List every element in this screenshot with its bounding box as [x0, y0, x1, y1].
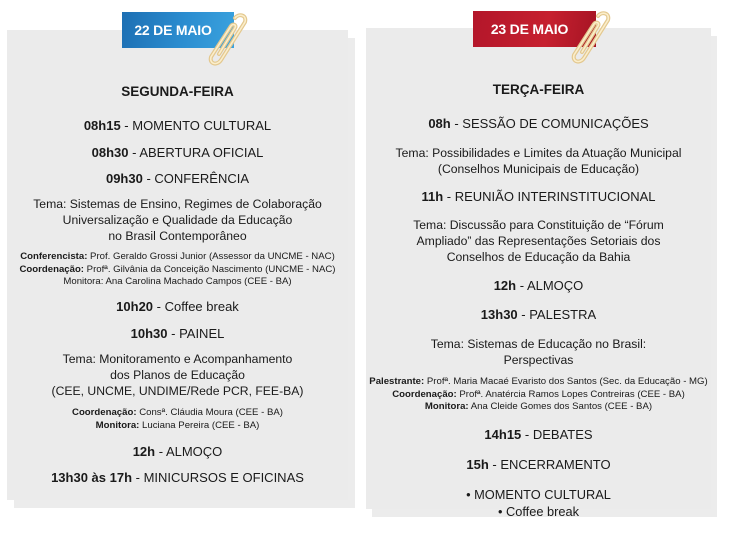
- bullet-item: • Coffee break: [497, 504, 580, 519]
- day2-date-label: 23 DE MAIO: [490, 21, 569, 37]
- schedule-item: 14h15 - DEBATES: [484, 427, 593, 442]
- reuniao-tema: Tema: Discussão para Constituição de “Fórum Ampliado” das Representações Setoriais dos Conselhos de Educação da Bahia: [413, 218, 664, 264]
- schedule-item: 10h20 - Coffee break: [116, 299, 239, 314]
- paperclip-icon: [205, 12, 251, 68]
- schedule-item: 11h - REUNIÃO INTERINSTITUCIONAL: [421, 189, 656, 204]
- day1-weekday: SEGUNDA-FEIRA: [121, 84, 234, 99]
- schedule-item: 12h - ALMOÇO: [493, 278, 584, 293]
- schedule-item: 13h30 às 17h - MINICURSOS E OFICINAS: [51, 470, 304, 485]
- schedule-item: 09h30 - CONFERÊNCIA: [105, 171, 250, 186]
- bullet-item: • MOMENTO CULTURAL: [466, 487, 611, 502]
- day2-weekday: TERÇA-FEIRA: [492, 82, 585, 97]
- conferencia-tema: Tema: Sistemas de Ensino, Regimes de Colaboração Universalização e Qualidade da Educação no Brasil Contemporâneo: [33, 197, 322, 243]
- paperclip-icon: [568, 10, 614, 66]
- schedule-item: 08h30 - ABERTURA OFICIAL: [91, 145, 264, 160]
- schedule-item: 08h15 - MOMENTO CULTURAL: [83, 118, 272, 133]
- palestra-credits: Palestrante: Profª. Maria Macaé Evaristo dos Santos (Sec. da Educação - MG) Coordenação: Profª. Anatércia Ramos Lopes Contreiras (CEE - BA) Monitora: Ana Cleide Gomes dos Santos (CEE - BA): [369, 376, 708, 412]
- sessao-tema: Tema: Possibilidades e Limites da Atuação Municipal (Conselhos Municipais de Educação): [395, 146, 682, 176]
- schedule-item: 13h30 - PALESTRA: [480, 307, 597, 322]
- schedule-item: 08h - SESSÃO DE COMUNICAÇÕES: [428, 116, 649, 131]
- encerramento-bullets: [366, 486, 711, 520]
- schedule-item: 10h30 - PAINEL: [130, 326, 225, 341]
- palestra-tema: Tema: Sistemas de Educação no Brasil: Perspectivas: [430, 337, 647, 367]
- day1-date-label: 22 DE MAIO: [134, 22, 212, 38]
- schedule-item: 15h - ENCERRAMENTO: [466, 457, 611, 472]
- conferencia-credits: Conferencista: Prof. Geraldo Grossi Junior (Assessor da UNCME - NAC) Coordenação: Profª. Gilvânia da Conceição Nascimento (UNCME - NAC) Monitora: Ana Carolina Machado Campos (CEE - BA): [19, 251, 336, 287]
- painel-tema: Tema: Monitoramento e Acompanhamento dos Planos de Educação (CEE, UNCME, UNDIME/Rede PCR, FEE-BA): [51, 352, 304, 398]
- painel-credits: Coordenação: Consª. Cláudia Moura (CEE - BA) Monitora: Luciana Pereira (CEE - BA): [72, 407, 283, 431]
- schedule-item: 12h - ALMOÇO: [132, 444, 223, 459]
